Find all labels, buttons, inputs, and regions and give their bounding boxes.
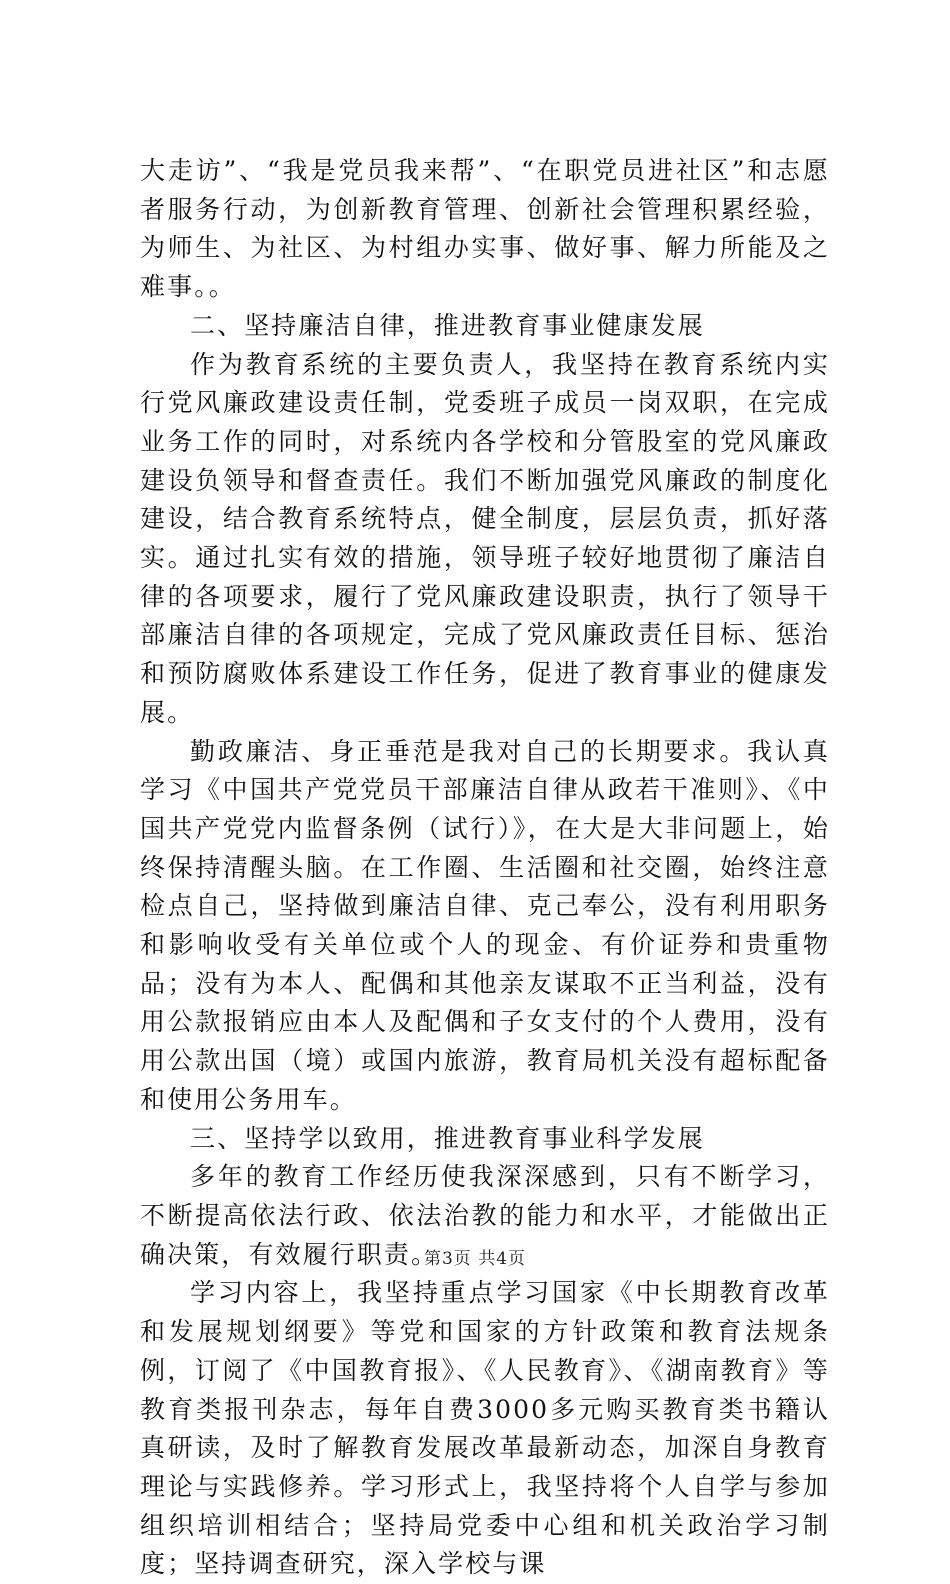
paragraph-1: 大走访”、“我是党员我来帮”、“在职党员进社区”和志愿者服务行动，为创新教育管理、创新社会管理积累经验，为师生、为社区、为村组办实事、做好事、解力所能及之难事。。 xyxy=(140,156,830,302)
paragraph-4: 勤政廉洁、身正垂范是我对自己的长期要求。我认真学习《中国共产党党员干部廉洁自律从政若干准则》、《中国共产党党内监督条例（试行）》，在大是大非问题上，始终保持清醒头脑。在工作圈、生活圈和社交圈，始终注意检点自己，坚持做到廉洁自律、克己奉公，没有利用职务和影响收受有关单位或个人的现金、有价证券和贵重物品；没有为本人、配偶和其他亲友谋取不正当利益，没有用公款报销应由本人及配偶和子女支付的个人费用，没有用公款出国（境）或国内旅游，教育局机关没有超标配备和使用公务用车。 xyxy=(140,736,830,1114)
paragraph-6: 多年的教育工作经历使我深深感到，只有不断学习，不断提高依法行政、依法治教的能力和水平，才能做出正确决策，有效履行职责。 xyxy=(140,1162,830,1269)
paragraph-7: 学习内容上，我坚持重点学习国家《中长期教育改革和发展规划纲要》等党和国家的方针政策和教育法规条例，订阅了《中国教育报》、《人民教育》、《湖南教育》等教育类报刊杂志，每年自费3000多元购买教育类书籍认真研读，及时了解教育发展改革最新动态，加深自身教育理论与实践修养。学习形式上，我坚持将个人自学与参加组织培训相结合；坚持局党委中心组和机关政治学习制度；坚持调查研究，深入学校与课 xyxy=(140,1278,830,1579)
document-body xyxy=(140,152,830,1584)
page-number-footer: 第3页 共4页 xyxy=(423,1249,527,1269)
section-heading-3: 三、坚持学以致用，推进教育事业科学发展 xyxy=(190,1123,705,1153)
paragraph-3: 作为教育系统的主要负责人，我坚持在教育系统内实行党风廉政建设责任制，党委班子成员一岗双职，在完成业务工作的同时，对系统内各学校和分管股室的党风廉政建设负领导和督查责任。我们不断加强党风廉政的制度化建设，结合教育系统特点，健全制度，层层负责，抓好落实。通过扎实有效的措施，领导班子较好地贯彻了廉洁自律的各项要求，履行了党风廉政建设职责，执行了领导干部廉洁自律的各项规定，完成了党风廉政责任目标、惩治和预防腐败体系建设工作任务，促进了教育事业的健康发展。 xyxy=(140,349,830,727)
section-heading-2: 二、坚持廉洁自律，推进教育事业健康发展 xyxy=(190,310,705,340)
